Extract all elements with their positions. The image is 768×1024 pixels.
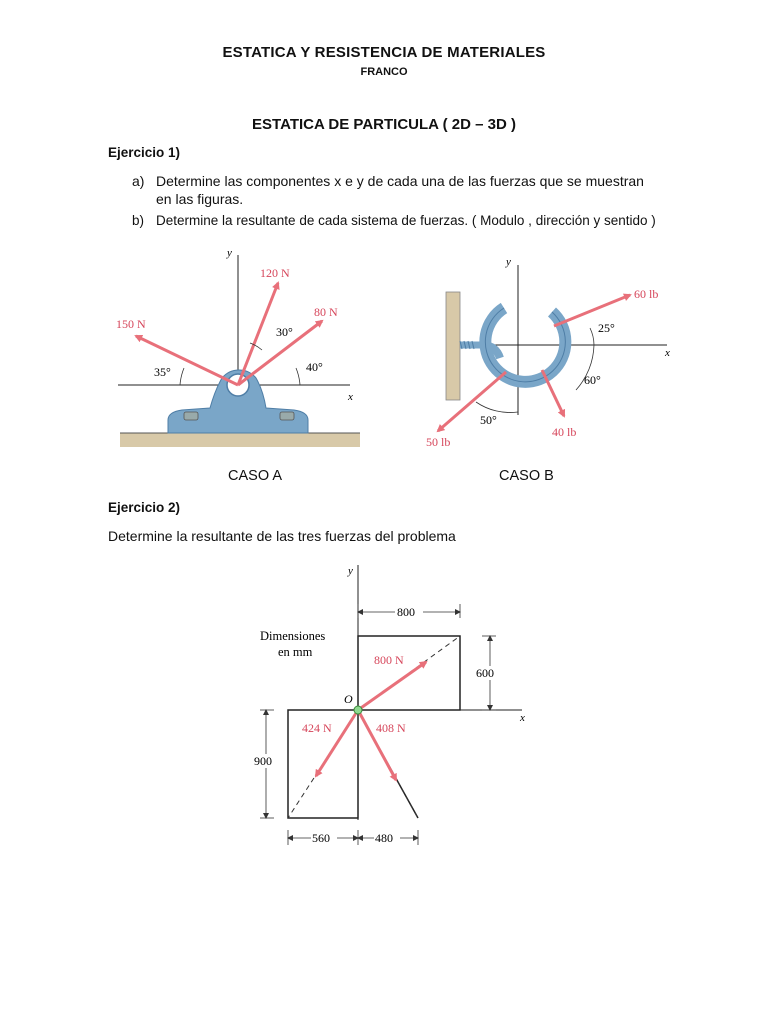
force-label: 424 N xyxy=(302,721,332,735)
axis-label-x: x xyxy=(520,712,525,724)
axis-label-x: x xyxy=(665,347,670,359)
list-item-text: Determine las componentes x e y de cada una de las fuerzas que se muestran en las figuras. xyxy=(156,173,644,207)
document-title: ESTATICA Y RESISTENCIA DE MATERIALES xyxy=(222,44,546,61)
force-label: 408 N xyxy=(376,721,406,735)
axis-label-x: x xyxy=(348,391,353,403)
angle-label: 25° xyxy=(598,321,615,335)
dimension-label: 600 xyxy=(476,666,494,680)
force-arrow xyxy=(554,295,630,326)
angle-label: 35° xyxy=(154,365,171,379)
force-label: 60 lb xyxy=(634,287,659,301)
figure-exercise-2 xyxy=(250,560,540,850)
exercise-2-text: Determine la resultante de las tres fuerzas del problema xyxy=(108,528,456,544)
list-item-label: a) xyxy=(132,173,145,189)
figure-caption-caso-b: CASO B xyxy=(499,468,554,484)
axis-label-y: y xyxy=(506,256,511,268)
exercise-1-heading: Ejercicio 1) xyxy=(108,145,181,160)
dimension-label: 800 xyxy=(397,605,415,619)
figure-caso-a xyxy=(110,240,372,455)
figure-caso-b xyxy=(412,250,682,455)
dimension-label: 560 xyxy=(312,831,330,845)
origin-point xyxy=(354,706,362,714)
section-title: ESTATICA DE PARTICULA ( 2D – 3D ) xyxy=(252,116,516,133)
dimension-label: 900 xyxy=(254,754,272,768)
ground xyxy=(120,433,360,447)
angle-label: 50° xyxy=(480,413,497,427)
axis-label-y: y xyxy=(348,565,353,577)
angle-label: 40° xyxy=(306,360,323,374)
force-label: 80 N xyxy=(314,305,338,319)
origin-label: O xyxy=(344,692,353,706)
force-label: 40 lb xyxy=(552,425,577,439)
wall xyxy=(446,292,460,400)
dimensions-note: Dimensiones xyxy=(260,629,326,643)
document-author: FRANCO xyxy=(360,66,408,78)
exercise-2-heading: Ejercicio 2) xyxy=(108,500,181,515)
force-label: 120 N xyxy=(260,266,290,280)
force-arrow xyxy=(316,710,358,776)
list-item-label: b) xyxy=(132,213,145,228)
force-arrow xyxy=(136,336,238,385)
dimensions-note: en mm xyxy=(278,645,313,659)
force-label: 800 N xyxy=(374,653,404,667)
force-label: 50 lb xyxy=(426,435,451,449)
force-arrow xyxy=(358,662,426,710)
dimension-label: 480 xyxy=(375,831,393,845)
axis-label-y: y xyxy=(227,247,232,259)
angle-label: 60° xyxy=(584,373,601,387)
angle-label: 30° xyxy=(276,325,293,339)
figure-caption-caso-a: CASO A xyxy=(228,468,282,484)
list-item-text: Determine la resultante de cada sistema de fuerzas. ( Modulo , dirección y sentido ) xyxy=(156,213,656,228)
force-label: 150 N xyxy=(116,317,146,331)
